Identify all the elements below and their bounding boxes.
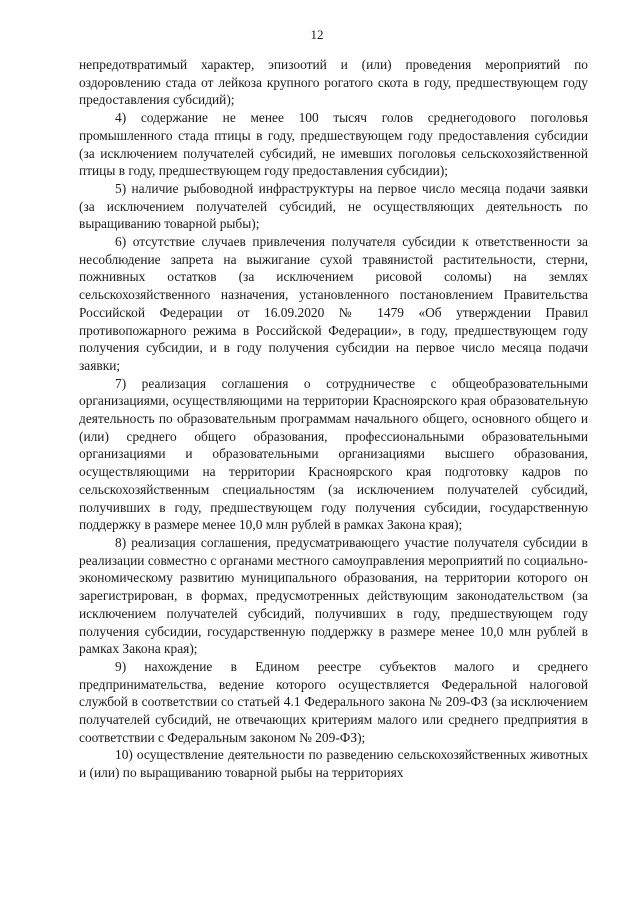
paragraph-continuation: непредотвратимый характер, эпизоотий и (или) проведения мероприятий по оздоровлению стада от лейкоза крупного рогатого скота в году, предшествующем году предоставления субсидий); [79,57,588,108]
paragraph-item-7: 7) реализация соглашения о сотрудничестве с общеобразовательными организациями, осуществляющими на территории Красноярского края образовательную деятельность по образовательным программам начального общего, основного общего и (или) среднего общего образования, профессиональными образовательными организациями и образовательными организациями высшего образования, осуществляющими на территории Красноярского края подготовку кадров по сельскохозяйственным специальностям (за исключением получателей субсидий, получивших в году, предшествующем году получения субсидии, государственную поддержку в размере менее 10,0 млн рублей в рамках Закона края); [79,375,588,533]
document-body [79,56,588,782]
page-number: 12 [310,27,324,42]
paragraph-item-10: 10) осуществление деятельности по разведению сельскохозяйственных животных и (или) по выращиванию товарной рыбы на территориях [79,747,588,781]
paragraph-item-5: 5) наличие рыбоводной инфраструктуры на первое число месяца подачи заявки (за исключением получателей субсидий, не осуществляющих деятельность по выращиванию товарной рыбы); [79,180,588,232]
paragraph-item-9: 9) нахождение в Едином реестре субъектов малого и среднего предпринимательства, ведение которого осуществляется Федеральной налоговой службой в соответствии со статьей 4.1 Федерального закона № 209-ФЗ (за исключением получателей субсидий, не отвечающих критериям малого или среднего предприятия в соответствии с Федеральным законом № 209-ФЗ); [79,658,588,745]
paragraph-item-8: 8) реализация соглашения, предусматривающего участие получателя субсидии в реализации совместно с органами местного самоуправления мероприятий по социально-экономическому развитию муниципального образования, на территории которого он зарегистрирован, в формах, предусмотренных действующим законодательством (за исключением получателей субсидий, получивших в году, предшествующем году получения субсидии, государственную поддержку в размере менее 10,0 млн рублей в рамках Закона края); [79,534,588,657]
paragraph-item-6: 6) отсутствие случаев привлечения получателя субсидии к ответственности за несоблюдение запрета на выжигание сухой травянистой растительности, стерни, пожнивных остатков (за исключением рисовой соломы) на землях сельскохозяйственного назначения, установленного постановлением Правительства Российской Федерации от 16.09.2020 № 1479 «Об утверждении Правил противопожарного режима в Российской Федерации», в году, предшествующем году получения субсидии, и в году получения субсидии на первое число месяца подачи заявки; [79,234,588,373]
paragraph-item-4: 4) содержание не менее 100 тысяч голов среднегодового поголовья промышленного стада птицы в году, предшествующем году предоставления субсидии (за исключением получателей субсидий, не имевших поголовья сельскохозяйственной птицы в году, предшествующем году предоставления субсидии); [79,110,588,179]
